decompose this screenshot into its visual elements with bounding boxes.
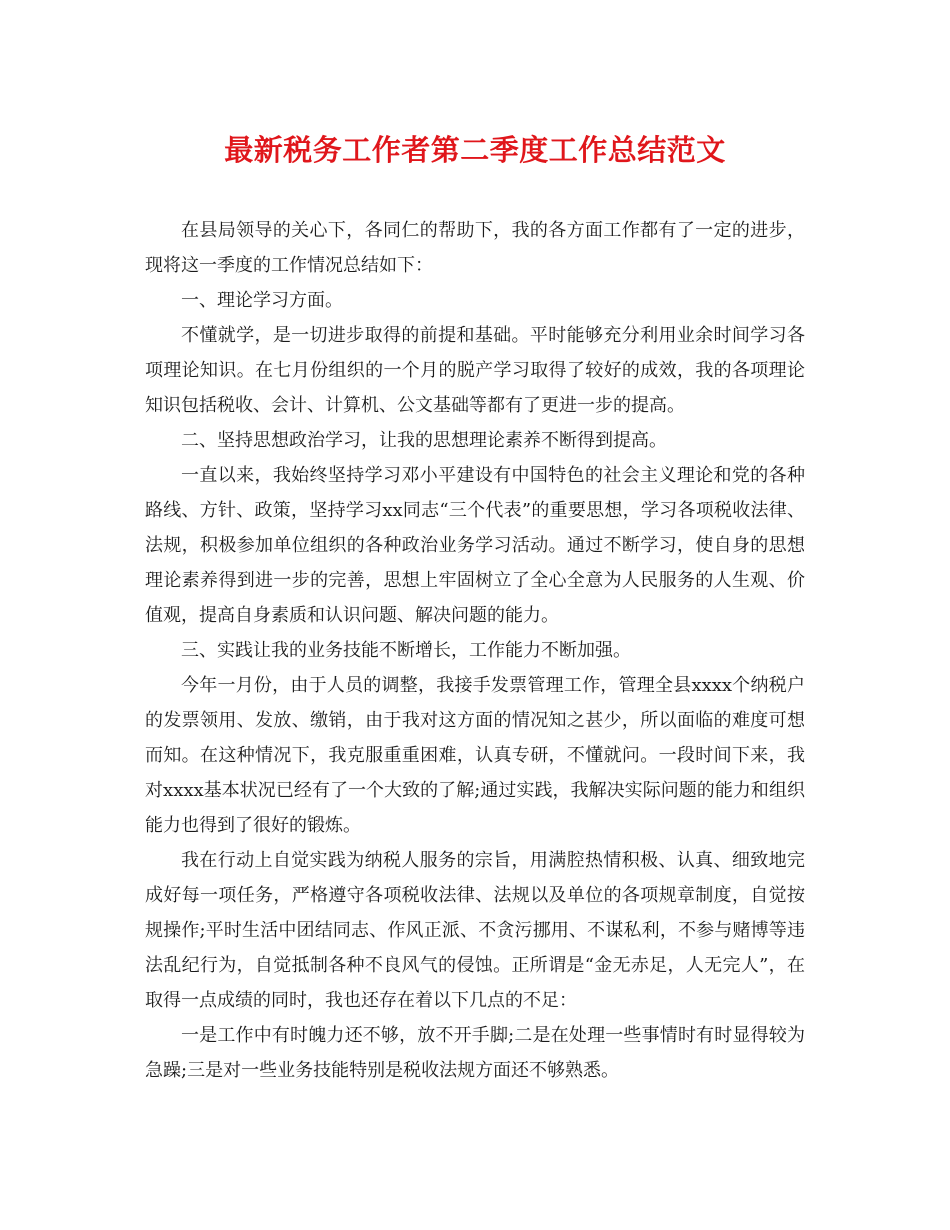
section-heading-political-study: 二、坚持思想政治学习，让我的思想理论素养不断得到提高。	[181, 430, 667, 451]
paragraph-theory-study: 不懂就学，是一切进步取得的前提和基础。平时能够充分利用业余时间学习各项理论知识。在七月份组织的一个月的脱产学习取得了较好的成效，我的各项理论知识包括税收、会计、计算机、公文基础等都有了更进一步的提高。	[145, 325, 805, 416]
paragraph-conduct: 我在行动上自觉实践为纳税人服务的宗旨，用满腔热情积极、认真、细致地完成好每一项任务，严格遵守各项税收法律、法规以及单位的各项规章制度，自觉按规操作;平时生活中团结同志、作风正派、不贪污挪用、不谋私利，不参与赌博等违法乱纪行为，自觉抵制各种不良风气的侵蚀。正所谓是“金无赤足，人无完人”，在取得一点成绩的同时，我也还存在着以下几点的不足：	[145, 850, 805, 1011]
paragraph-political-study: 一直以来，我始终坚持学习邓小平建设有中国特色的社会主义理论和党的各种路线、方针、政策，坚持学习xx同志“三个代表”的重要思想，学习各项税收法律、法规，积极参加单位组织的各种政治业务学习活动。通过不断学习，使自身的思想理论素养得到进一步的完善，思想上牢固树立了全心全意为人民服务的人生观、价值观，提高自身素质和认识问题、解决问题的能力。	[145, 465, 805, 626]
paragraph-shortcomings: 一是工作中有时魄力还不够，放不开手脚;二是在处理一些事情时有时显得较为急躁;三是对一些业务技能特别是税收法规方面还不够熟悉。	[145, 1025, 805, 1081]
paragraph-intro: 在县局领导的关心下，各同仁的帮助下，我的各方面工作都有了一定的进步，现将这一季度的工作情况总结如下：	[145, 220, 805, 276]
document-page	[145, 128, 805, 1088]
section-heading-theory-study: 一、理论学习方面。	[181, 290, 343, 311]
document-title: 最新税务工作者第二季度工作总结范文	[224, 133, 726, 167]
section-heading-practice: 三、实践让我的业务技能不断增长，工作能力不断加强。	[181, 640, 631, 661]
paragraph-practice: 今年一月份，由于人员的调整，我接手发票管理工作，管理全县xxxx个纳税户的发票领用、发放、缴销，由于我对这方面的情况知之甚少，所以面临的难度可想而知。在这种情况下，我克服重重困难，认真专研，不懂就问。一段时间下来，我对xxxx基本状况已经有了一个大致的了解;通过实践，我解决实际问题的能力和组织能力也得到了很好的锻炼。	[145, 675, 805, 836]
